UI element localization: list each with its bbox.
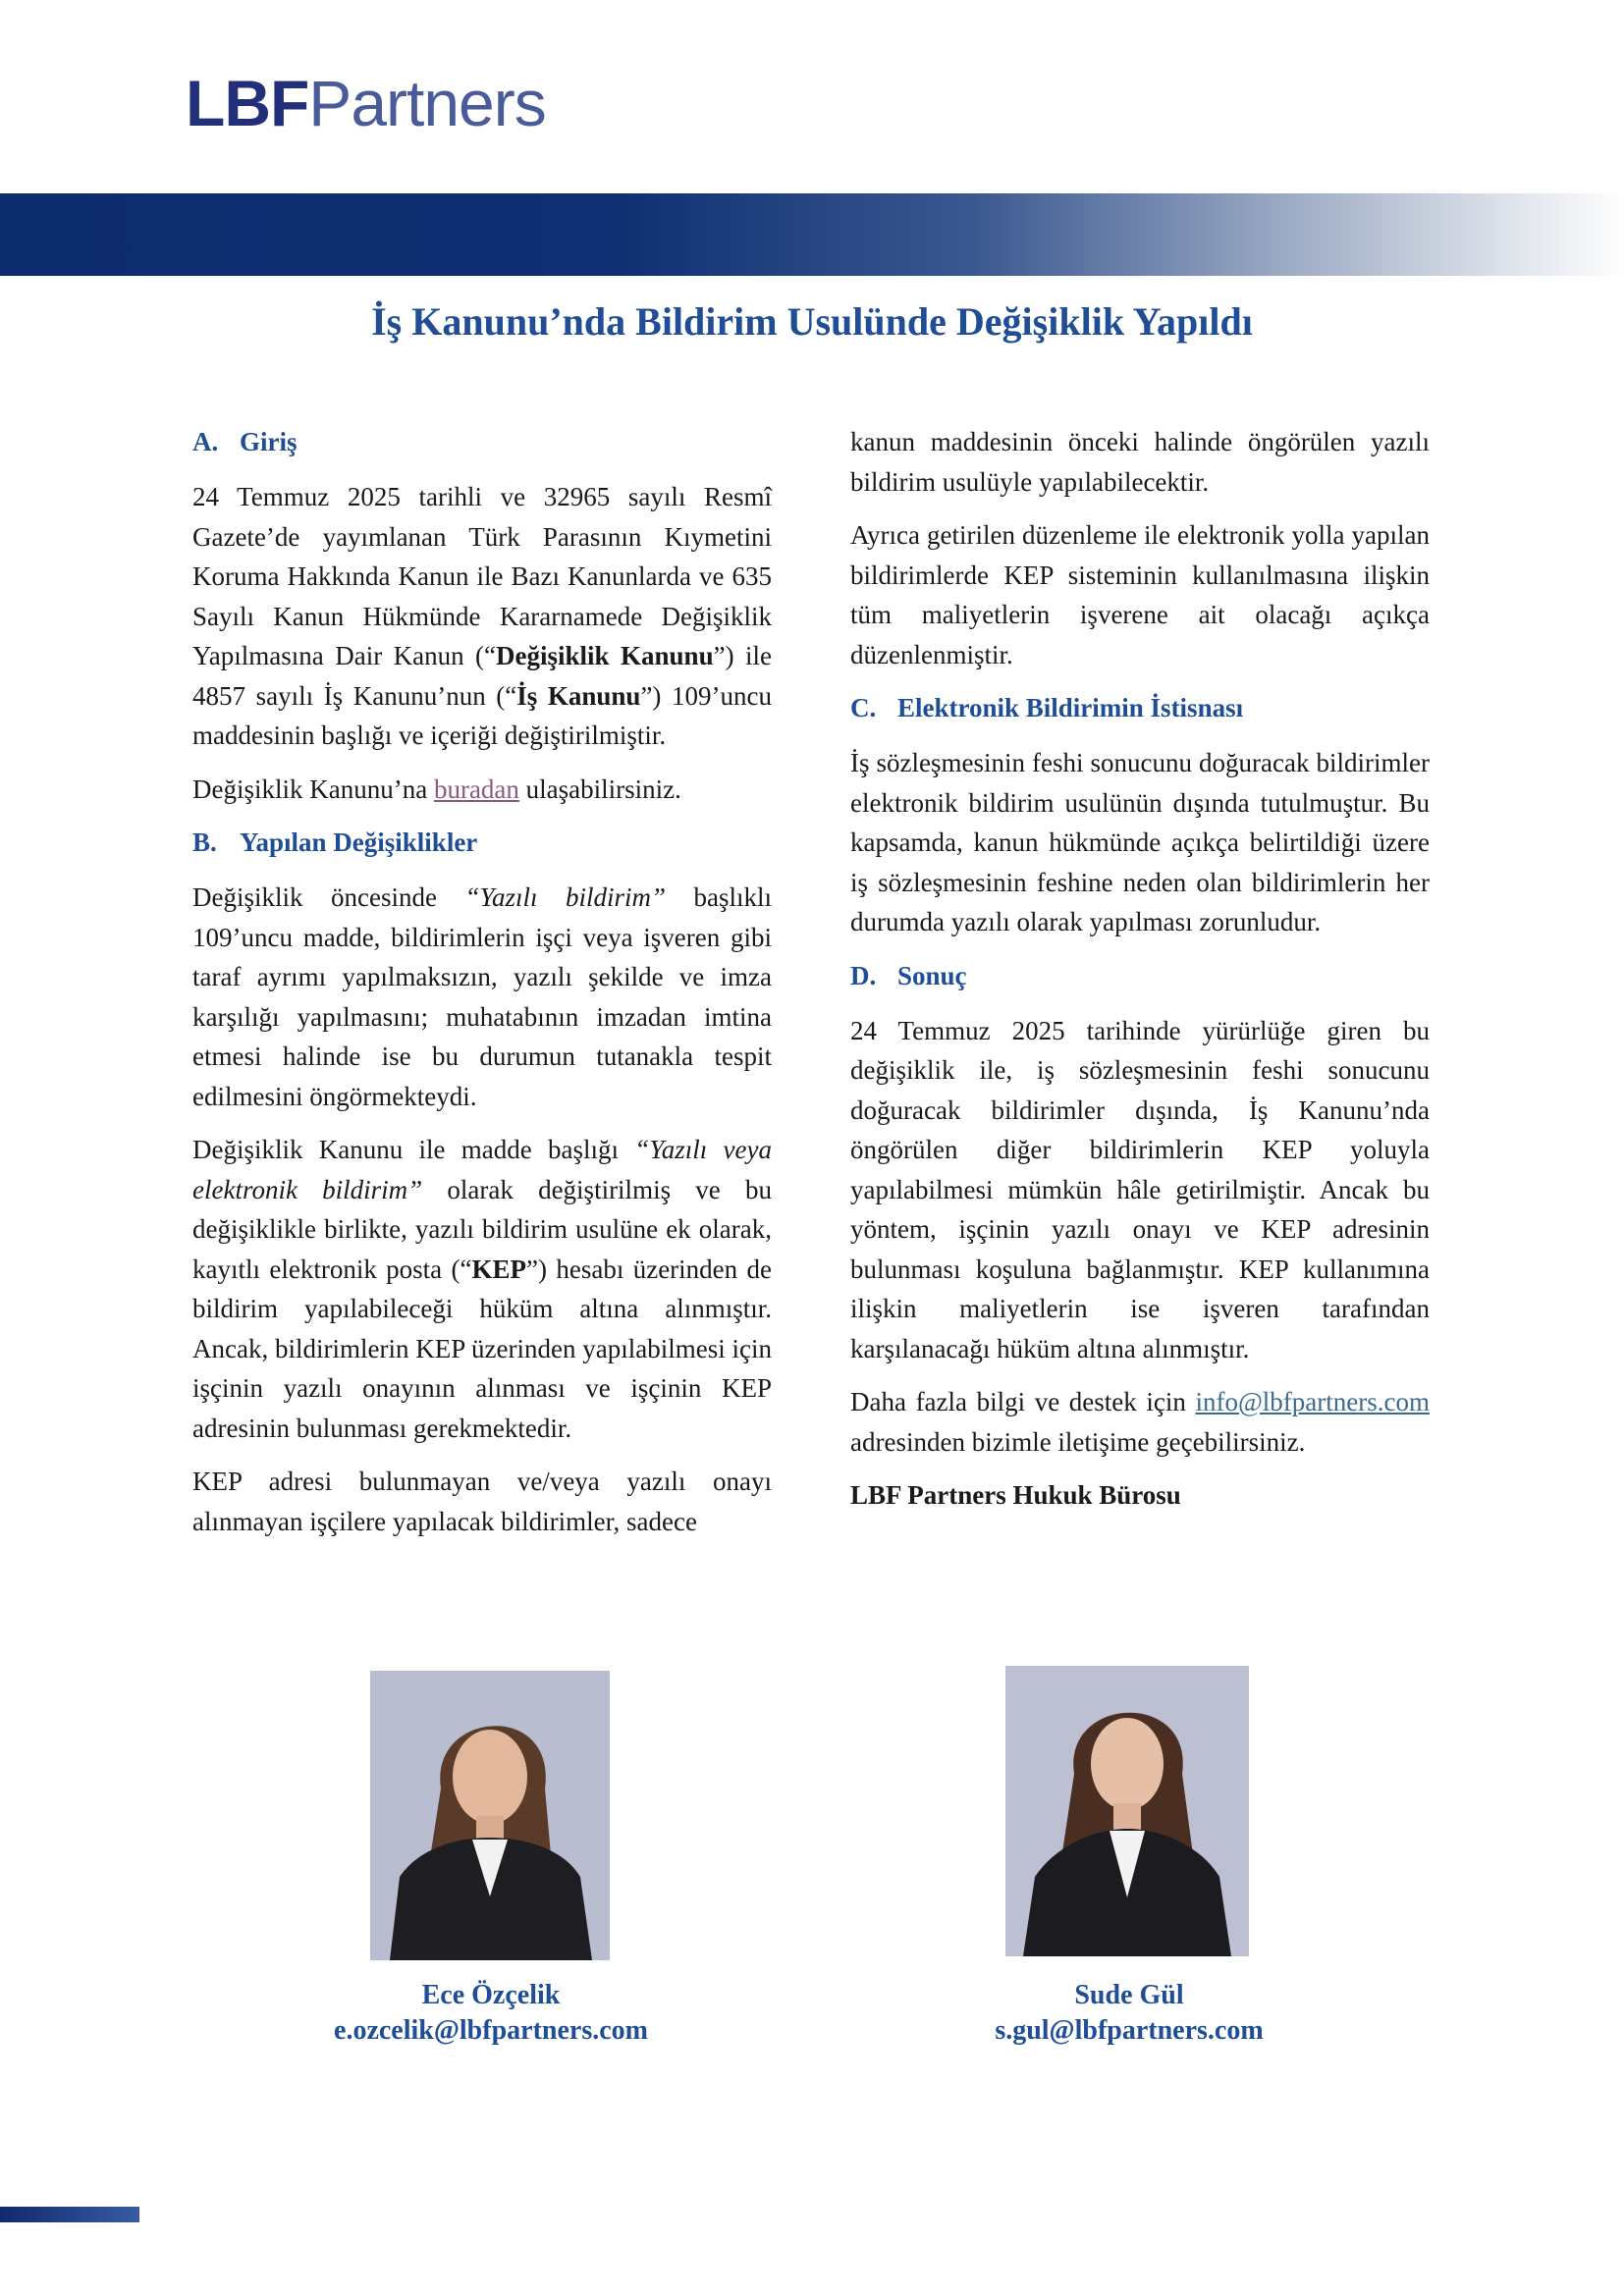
paragraph-changes-2: Değişiklik Kanunu ile madde başlığı “Yazılı veya elektronik bildirim” olarak değiştirilmiş ve bu değişiklikle birlikte, yazılı bildirim usulüne ek olarak, kayıtlı elektronik posta (“KEP”) hesabı üzerinden de bildirim yapılabileceği hüküm altına alınmıştır. Ancak, bildirimlerin KEP üzerinden yapılabilmesi için işçinin yazılı onayının alınması ve işçinin KEP adresinin bulunması gerekmektedir. — [192, 1135, 772, 1443]
section-heading-d: D. Sonuç — [850, 960, 967, 990]
paragraph-contact: Daha fazla bilgi ve destek için info@lbfpartners.com adresinden bizimle iletişime geçebilirsiniz. — [850, 1387, 1430, 1457]
buradan-link[interactable]: buradan — [433, 774, 519, 804]
paragraph-changes-3: KEP adresi bulunmayan ve/veya yazılı onayı alınmayan işçilere yapılacak bildirimler, sadece — [192, 1467, 772, 1536]
logo-text-lbf: LBF — [186, 67, 309, 139]
author-email[interactable]: s.gul@lbfpartners.com — [995, 2015, 1264, 2046]
author-name: Ece Özçelik — [421, 1980, 561, 2010]
logo-text-partners: Partners — [308, 67, 546, 139]
section-heading-c: C. Elektronik Bildirimin İstisnası — [850, 693, 1244, 722]
author-card-sude — [913, 1978, 1345, 2049]
paragraph-link: Değişiklik Kanunu’na buradan ulaşabilirsiniz. — [192, 774, 681, 804]
paragraph-changes-1: Değişiklik öncesinde “Yazılı bildirim” başlıklı 109’uncu madde, bildirimlerin işçi veya işveren gibi taraf ayrımı yapılmaksızın, yazılı şekilde ve imza karşılığı yapılmasını; muhatabının imzadan imtina etmesi halinde ise bu durumun tutanakla tespit edilmesini öngörmekteydi. — [192, 882, 772, 1111]
page-title: İş Kanunu’nda Bildirim Usulünde Değişiklik Yapıldı — [371, 299, 1253, 344]
firm-signature: LBF Partners Hukuk Bürosu — [850, 1480, 1181, 1510]
section-heading-b: B. Yapılan Değişiklikler — [192, 828, 478, 857]
footer-accent-bar — [0, 2207, 139, 2222]
left-column — [192, 422, 772, 1555]
info-email-link[interactable]: info@lbfpartners.com — [1195, 1387, 1430, 1416]
author-card-ece — [295, 1978, 687, 2049]
author-email[interactable]: e.ozcelik@lbfpartners.com — [334, 2015, 648, 2046]
company-logo — [186, 67, 546, 139]
paragraph-intro: 24 Temmuz 2025 tarihli ve 32965 sayılı Resmî Gazete’de yayımlanan Türk Parasının Kıymetini Koruma Hakkında Kanun ile Bazı Kanunlarda ve 635 Sayılı Kanun Hükmünde Kararnamede Değişiklik Yapılmasına Dair Kanun (“Değişiklik Kanunu”) ile 4857 sayılı İş Kanunu’nun (“İş Kanunu”) 109’uncu maddesinin başlığı ve içeriği değiştirilmiştir. — [192, 482, 773, 750]
paragraph-changes-3-cont: kanun maddesinin önceki halinde öngörülen yazılı bildirim usulüyle yapılabilecektir. — [850, 427, 1430, 497]
header-banner — [0, 193, 1624, 276]
paragraph-changes-4: Ayrıca getirilen düzenleme ile elektronik yolla yapılan bildirimlerde KEP sisteminin kullanılmasına ilişkin tüm maliyetlerin işverene ait olacağı açıkça düzenlenmiştir. — [850, 520, 1430, 669]
author-photo-sude — [1005, 1666, 1249, 1956]
author-photo-ece — [370, 1671, 610, 1960]
paragraph-exception: İş sözleşmesinin feshi sonucunu doğuracak bildirimler elektronik bildirim usulünün dışında tutulmuştur. Bu kapsamda, kanun hükmünde açıkça belirtildiği üzere iş sözleşmesinin feshine neden olan bildirimlerin her durumda yazılı olarak yapılması zorunludur. — [850, 748, 1430, 936]
author-name: Sude Gül — [1074, 1980, 1184, 2010]
paragraph-conclusion: 24 Temmuz 2025 tarihinde yürürlüğe giren bu değişiklik ile, iş sözleşmesinin feshi sonucunu doğuracak bildirimler dışında, İş Kanunu’nda öngörülen diğer bildirimlerin KEP yoluyla yapılabilmesi mümkün hâle getirilmiştir. Ancak bu yöntem, işçinin yazılı onayı ve KEP adresinin bulunması koşuluna bağlanmıştır. KEP kullanımına ilişkin maliyetlerin ise işveren tarafından karşılanacağı hüküm altına alınmıştır. — [850, 1015, 1430, 1363]
right-column — [850, 422, 1430, 1529]
section-heading-a: A. Giriş — [192, 427, 298, 456]
